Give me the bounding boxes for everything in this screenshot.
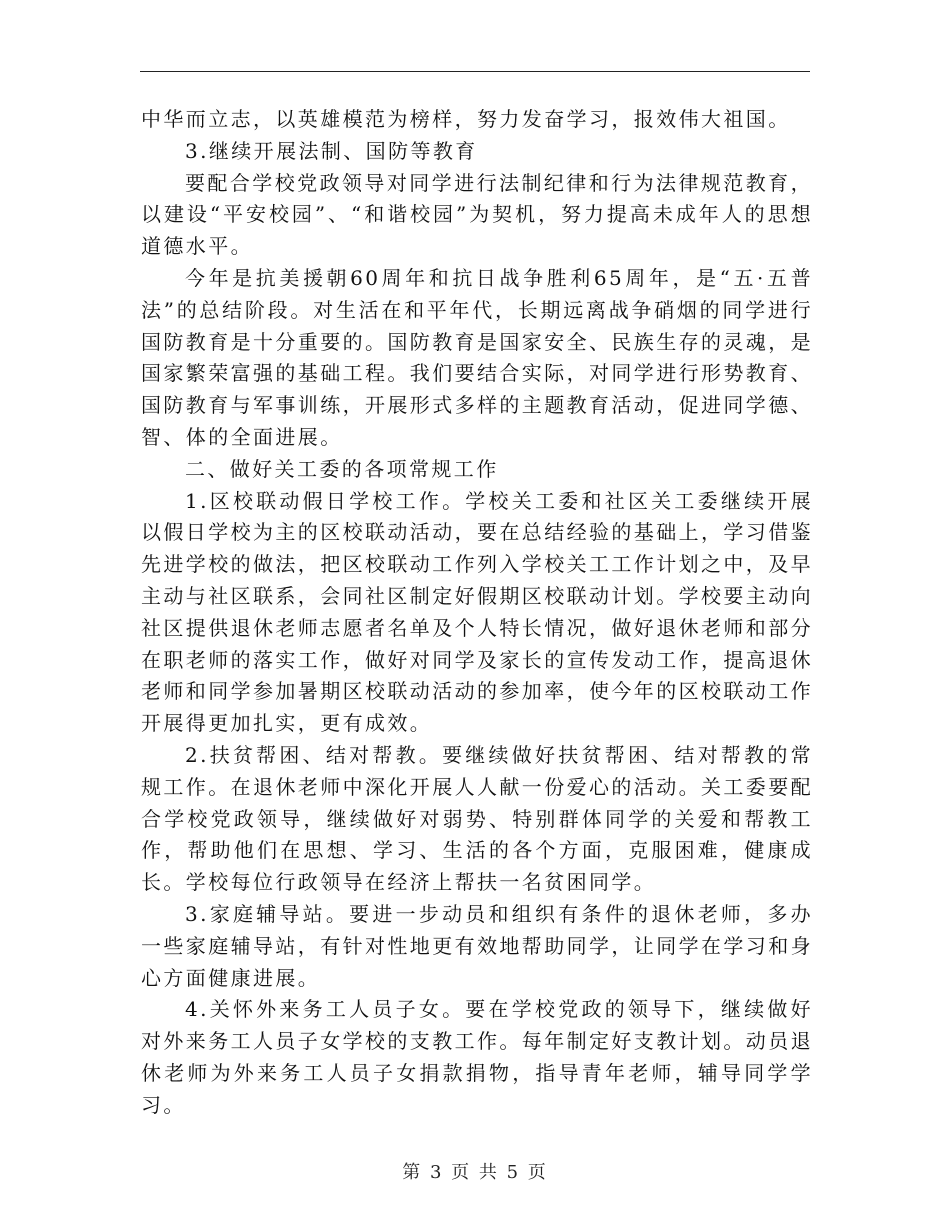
- paragraph: 今年是抗美援朝60周年和抗日战争胜利65周年，是“五·五普法”的总结阶段。对生活在和平年代，长期远离战争硝烟的同学进行国防教育是十分重要的。国防教育是国家安全、民族生存的灵魂，是国家繁荣富强的基础工程。我们要结合实际，对同学进行形势教育、国防教育与军事训练，开展形式多样的主题教育活动，促进同学德、智、体的全面进展。: [141, 265, 813, 449]
- section-heading: 3.继续开展法制、国防等教育: [185, 138, 478, 163]
- paragraph: 4.关怀外来务工人员子女。要在学校党政的领导下，继续做好对外来务工人员子女学校的支教工作。每年制定好支教计划。动员退休老师为外来务工人员子女捐款捐物，指导青年老师，辅导同学学习。: [141, 997, 813, 1117]
- paragraph: 要配合学校党政领导对同学进行法制纪律和行为法律规范教育，以建设“平安校园”、“和谐校园”为契机，努力提高未成年人的思想道德水平。: [141, 170, 813, 259]
- page-footer: [0, 1158, 950, 1184]
- page-number: 第 3 页 共 5 页: [402, 1162, 548, 1183]
- paragraph: 3.家庭辅导站。要进一步动员和组织有条件的退休老师，多办一些家庭辅导站，有针对性地更有效地帮助同学，让同学在学习和身心方面健康进展。: [141, 901, 813, 990]
- section-heading: 二、做好关工委的各项常规工作: [185, 456, 499, 481]
- document-body: [141, 104, 813, 1122]
- header-rule: [140, 71, 810, 72]
- paragraph: 2.扶贫帮困、结对帮教。要继续做好扶贫帮困、结对帮教的常规工作。在退休老师中深化开展人人献一份爱心的活动。关工委要配合学校党政领导，继续做好对弱势、特别群体同学的关爱和帮教工作，帮助他们在思想、学习、生活的各个方面，克服困难，健康成长。学校每位行政领导在经济上帮扶一名贫困同学。: [141, 742, 813, 895]
- paragraph: 中华而立志，以英雄模范为榜样，努力发奋学习，报效伟大祖国。: [141, 107, 791, 131]
- paragraph: 1.区校联动假日学校工作。学校关工委和社区关工委继续开展以假日学校为主的区校联动活动，要在总结经验的基础上，学习借鉴先进学校的做法，把区校联动工作列入学校关工工作计划之中，及早主动与社区联系，会同社区制定好假期区校联动计划。学校要主动向社区提供退休老师志愿者名单及个人特长情况，做好退休老师和部分在职老师的落实工作，做好对同学及家长的宣传发动工作，提高退休老师和同学参加暑期区校联动活动的参加率，使今年的区校联动工作开展得更加扎实，更有成效。: [141, 488, 813, 736]
